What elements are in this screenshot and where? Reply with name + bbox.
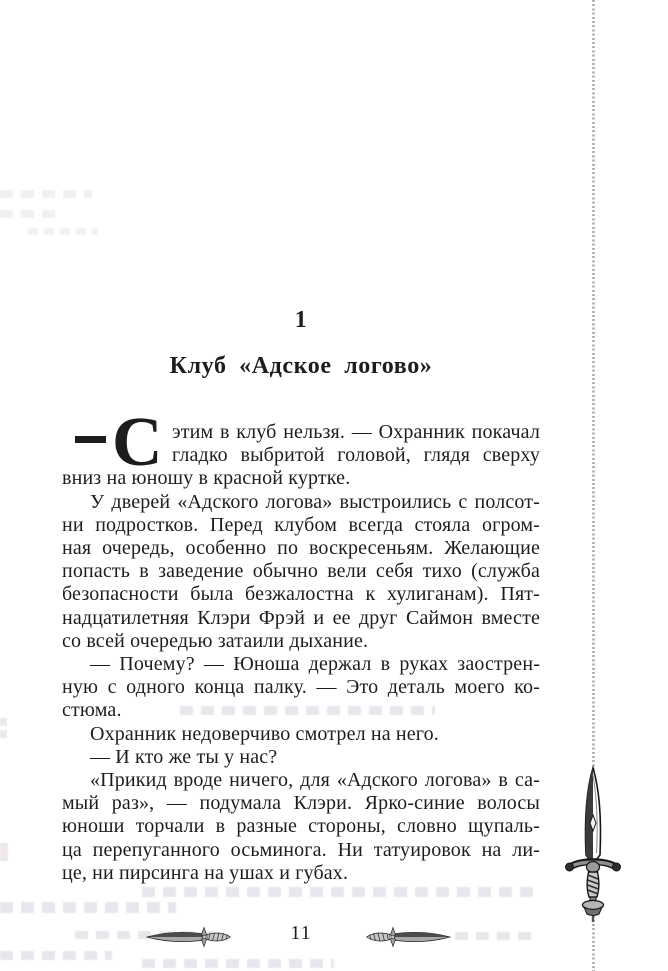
text-line: ная очередь, особенно по воскресеньям. Желающие: [62, 537, 540, 560]
text-line: У дверей «Адского логова» выстроились с полсот-: [90, 490, 540, 513]
text-line: — Почему? — Юноша держал в руках заострен-: [90, 653, 540, 676]
text-line: Охранник недоверчиво смотрел на него.: [90, 722, 439, 745]
dropcap: [62, 404, 172, 481]
text-line: — И кто же ты у нас?: [90, 745, 278, 768]
text-line: мый раз», — подумала Клэри. Ярко-синие волосы: [62, 792, 540, 815]
dagger-icon: [561, 763, 625, 935]
paragraph: [62, 653, 540, 723]
dropcap-letter: С: [112, 404, 163, 481]
paragraph: [62, 491, 540, 653]
text-line: стюма.: [62, 699, 122, 722]
ghost-text-artifact: [0, 718, 7, 726]
text-line: безопасности была безжалостна к хулиганам). Пят-: [62, 583, 540, 606]
text-line: юноши торчали в разные стороны, словно щупаль-: [62, 815, 540, 838]
text-line: вниз на юношу в красной куртке.: [62, 467, 351, 490]
em-dash: [75, 436, 106, 443]
page-number: 11: [290, 922, 312, 944]
text-line: этим в клуб нельзя. — Охранник покачал: [172, 421, 540, 443]
chapter-number: 1: [294, 307, 308, 333]
text-line: ни подростков. Перед клубом всегда стояла огром-: [62, 513, 540, 536]
ghost-text-artifact: [0, 730, 7, 738]
text-line: попасть в заведение обычно вели себя тихо (служба: [62, 560, 540, 583]
text-line: ную с одного конца палку. — Это деталь моего ко-: [62, 676, 540, 699]
text-line: надцатилетняя Клэри Фрэй и ее друг Саймон вместе: [62, 606, 540, 629]
ghost-text-artifact: [0, 190, 92, 198]
ghost-text-artifact: [142, 887, 535, 897]
ghost-text-artifact: [0, 210, 62, 218]
dagger-right-icon: [362, 926, 452, 948]
page-content: [62, 308, 540, 885]
ghost-text-artifact: [28, 228, 98, 235]
ghost-text-artifact: [0, 843, 8, 861]
paragraph: [62, 746, 540, 769]
text-line: со всей очередью затаили дыхание.: [62, 629, 369, 652]
paragraph: [62, 769, 540, 885]
ghost-text-artifact: [0, 902, 176, 913]
text-line: це, ни пирсинга на ушах и губах.: [62, 861, 349, 884]
ghost-text-artifact: [0, 951, 112, 960]
text-line: ца перепуганного осьминога. Ни татуировок на ли-: [62, 838, 540, 861]
text-line: гладко выбритой головой, глядя сверху: [172, 444, 540, 467]
paragraph: [62, 723, 540, 746]
chapter-title: Клуб «Адское логово»: [169, 353, 433, 379]
body-text: [62, 404, 540, 885]
paragraph: [62, 404, 540, 491]
ghost-text-artifact: [142, 959, 334, 968]
text-line: «Прикид вроде ничего, для «Адского логова» в са-: [90, 769, 540, 792]
